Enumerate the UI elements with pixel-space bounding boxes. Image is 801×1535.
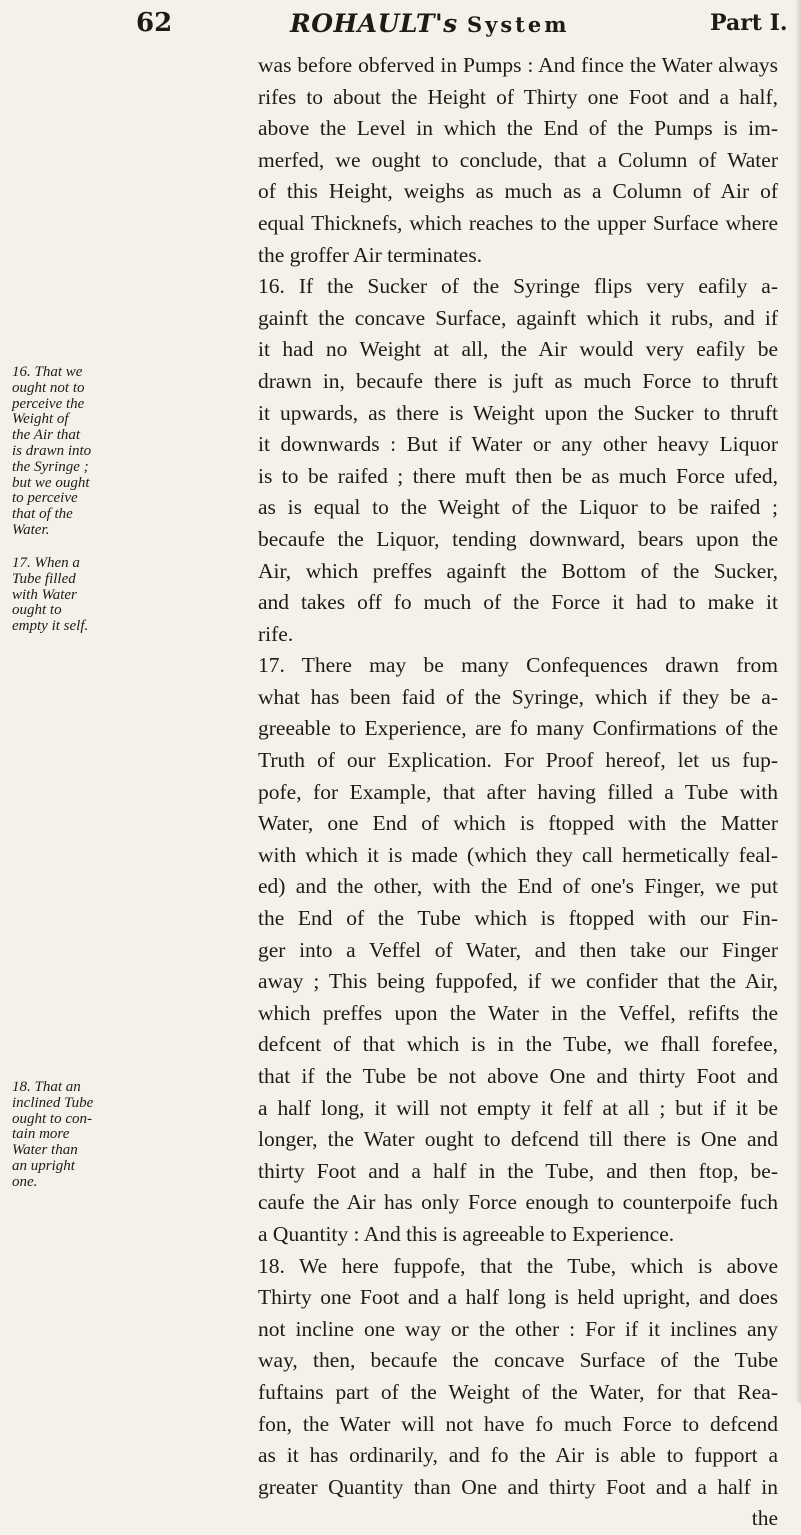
text-line: drawn in, becaufe there is juft as much Force to thruft [258, 368, 778, 393]
text-line: defcent of that which is in the Tube, we fhall forefee, [258, 1032, 778, 1057]
margin-note-line: the Syringe ; [12, 458, 89, 475]
margin-note-line: that of the [12, 506, 73, 523]
text-line: Truth of our Explication. For Proof hereof, let us fup- [258, 748, 778, 773]
text-line: and takes off fo much of the Force it had to make it [258, 590, 778, 615]
margin-note-line: but we ought [12, 474, 90, 491]
body-text [258, 50, 778, 1535]
text-line: fuftains part of the Weight of the Water, for that Rea- [258, 1379, 778, 1404]
text-line: ger into a Veffel of Water, and then take our Finger [258, 937, 778, 962]
margin-note-18 [12, 1080, 124, 1191]
text-line: with which it is made (which they call hermetically feal- [258, 842, 778, 867]
running-title-author: ROHAULT's [290, 9, 458, 38]
margin-note-line: an upright [12, 1157, 75, 1174]
text-line: ed) and the other, with the End of one's Finger, we put [258, 874, 778, 899]
text-line: is to be raifed ; there muft then be as much Force ufed, [258, 463, 778, 488]
margin-note-line: 17. When a [12, 555, 80, 571]
margin-note-16 [12, 365, 124, 539]
margin-note-line: is drawn into [12, 442, 92, 459]
margin-note-line: to perceive [12, 490, 78, 507]
part-label: Part I. [710, 10, 788, 36]
margin-note-line: empty it self. [12, 618, 89, 635]
margin-note-line: inclined Tube [12, 1094, 94, 1111]
margin-note-line: ought not to [12, 379, 85, 396]
text-line: pofe, for Example, that after having filled a Tube with [258, 779, 778, 804]
catchword: the [751, 1506, 778, 1531]
page-edge-shadow [795, 0, 801, 1403]
margin-note-line: with Water [12, 586, 77, 603]
text-line: rife. [258, 621, 294, 646]
margin-note-line: Tube filled [12, 570, 76, 587]
text-line: greater Quantity than One and thirty Foot and a half in [258, 1474, 778, 1499]
text-line: greeable to Experience, are fo many Confirmations of the [258, 716, 778, 741]
text-line: caufe the Air has only Force enough to counterpoife fuch [258, 1190, 778, 1215]
text-line: not incline one way or the other : For if it inclines any [258, 1316, 778, 1341]
margin-note-line: ought to [12, 602, 62, 619]
text-line: away ; This being fuppofed, if we confider that the Air, [258, 969, 778, 994]
text-line: merfed, we ought to conclude, that a Column of Water [258, 147, 778, 172]
text-line: a Quantity : And this is agreeable to Experience. [258, 1221, 675, 1246]
margin-note-line: one. [12, 1173, 38, 1190]
margin-note-line: Water than [12, 1142, 78, 1159]
text-line: as it has ordinarily, and fo the Air is able to fupport a [258, 1443, 778, 1468]
text-line: Air, which preffes againft the Bottom of the Sucker, [258, 558, 778, 583]
text-line: rifes to about the Height of Thirty one Foot and a half, [258, 84, 778, 109]
text-line: 17. There may be many Confequences drawn from [258, 653, 778, 678]
text-line: way, then, becaufe the concave Surface of the Tube [258, 1348, 778, 1373]
margin-note-line: the Air that [12, 427, 81, 444]
text-line: becaufe the Liquor, tending downward, bears upon the [258, 526, 778, 551]
text-line: 16. If the Sucker of the Syringe flips very eafily a- [258, 274, 778, 299]
margin-note-line: 16. That we [12, 364, 83, 380]
text-line: above the Level in which the End of the Pumps is im- [258, 116, 778, 141]
margin-note-line: 18. That an [12, 1079, 81, 1095]
text-line: Thirty one Foot and a half long is held upright, and does [258, 1285, 778, 1310]
text-line: the groffer Air terminates. [258, 242, 483, 267]
text-line: that if the Tube be not above One and thirty Foot and [258, 1064, 778, 1088]
margin-note-line: perceive the [12, 395, 85, 412]
text-line: a half long, it will not empty it felf at all ; but if it be [258, 1095, 778, 1120]
margin-note-line: Water. [12, 521, 50, 538]
running-title [290, 9, 569, 38]
text-line: equal Thicknefs, which reaches to the upper Surface where [258, 210, 778, 235]
text-line: 18. We here fuppofe, that the Tube, which is above [258, 1253, 778, 1278]
running-header [0, 8, 801, 42]
text-line: it had no Weight at all, the Air would very eafily be [258, 337, 778, 362]
text-line: of this Height, weighs as much as a Column of Air of [258, 179, 778, 204]
margin-note-line: ought to con- [12, 1110, 92, 1127]
text-line: the End of the Tube which is ftopped with our Fin- [258, 906, 778, 931]
text-line: which preffes upon the Water in the Veffel, refifts the [258, 1000, 778, 1025]
text-line: Water, one End of which is ftopped with the Matter [258, 811, 778, 836]
page-number: 62 [136, 8, 173, 38]
margin-note-line: tain more [12, 1126, 70, 1143]
margin-note-17 [12, 556, 124, 635]
text-line: fon, the Water will not have fo much Force to defcend [258, 1411, 778, 1436]
margin-note-line: Weight of [12, 411, 69, 428]
text-line: it downwards : But if Water or any other heavy Liquor [258, 432, 778, 457]
text-line: was before obferved in Pumps : And fince the Water always [258, 53, 778, 77]
text-line: what has been faid of the Syringe, which if they be a- [258, 684, 778, 709]
text-line: it upwards, as there is Weight upon the Sucker to thruft [258, 400, 778, 425]
text-line: longer, the Water ought to defcend till there is One and [258, 1127, 778, 1152]
text-line: thirty Foot and a half in the Tube, and then ftop, be- [258, 1158, 778, 1183]
running-title-system: System [466, 12, 570, 37]
text-line: as is equal to the Weight of the Liquor to be raifed ; [258, 495, 778, 520]
text-line: gainft the concave Surface, againft which it rubs, and if [258, 305, 778, 330]
